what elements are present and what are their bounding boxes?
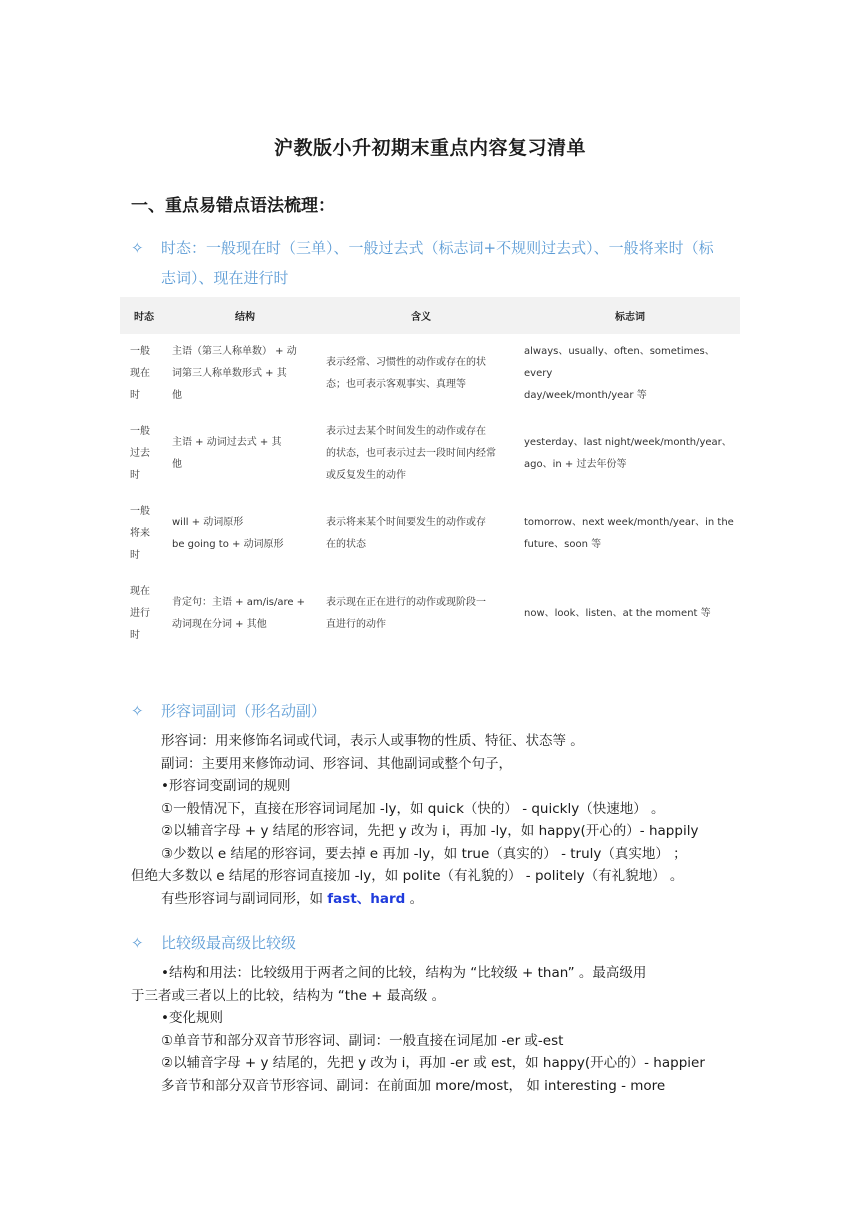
- diamond-icon: ✧: [131, 934, 144, 952]
- table-row: [120, 414, 740, 494]
- meaning-cell: 表示现在正在进行的动作或现阶段一 直进行的动作: [326, 597, 486, 630]
- table-header: 结构: [168, 297, 322, 334]
- structure-cell: 主语（第三人称单数） + 动 词第三人称单数形式 + 其 他: [172, 346, 297, 401]
- section-heading-grammar: 一、重点易错点语法梳理：: [131, 196, 335, 216]
- markers-cell: now、look、listen、at the moment 等: [524, 608, 711, 619]
- comp-line: ②以辅音字母 + y 结尾的，先把 y 改为 i，再加 -er 或 est，如 happy(开心的）- happier: [161, 1055, 705, 1071]
- tense-heading-line2: 志词）、现在进行时: [161, 269, 289, 287]
- comparatives-body: [131, 962, 731, 1097]
- adj-line: ②以辅音字母 + y 结尾的形容词，先把 y 改为 i，再加 -ly，如 happy(开心的）- happily: [161, 823, 699, 839]
- comp-line: ①单音节和部分双音节形容词、副词：一般直接在词尾加 -er 或-est: [161, 1032, 564, 1049]
- adj-line: 副词：主要用来修饰动词、形容词、其他副词或整个句子，: [161, 755, 512, 772]
- structure-cell: will + 动词原形 be going to + 动词原形: [172, 517, 284, 550]
- table-row: [120, 574, 740, 654]
- bullet-adjectives: [131, 696, 741, 726]
- tense-cell: 一般 过去 时: [130, 426, 150, 481]
- comp-heading: 比较级最高级比较级: [161, 934, 297, 952]
- diamond-icon: ✧: [131, 239, 144, 257]
- adj-line: 形容词：用来修饰名词或代词，表示人或事物的性质、特征、状态等 。: [161, 733, 584, 749]
- bullet-comparatives: [131, 928, 741, 958]
- comp-line: •结构和用法：比较级用于两者之间的比较，结构为 “比较级 + than” 。最高级用: [161, 965, 647, 981]
- comp-line: •变化规则: [161, 1010, 223, 1026]
- bullet-tense: [131, 233, 741, 295]
- table-row: [120, 494, 740, 574]
- adj-line: ③少数以 e 结尾的形容词，要去掉 e 再加 -ly，如 true（真实的） - truly（真实地） ；: [161, 845, 687, 862]
- markers-cell: yesterday、last night/week/month/year、 ago、in + 过去年份等: [524, 437, 732, 470]
- diamond-icon: ✧: [131, 702, 144, 720]
- tense-cell: 一般 现在 时: [130, 346, 150, 401]
- page-title: 沪教版小升初期末重点内容复习清单: [273, 137, 586, 159]
- structure-cell: 主语 + 动词过去式 + 其 他: [172, 437, 282, 470]
- table-header: 时态: [120, 297, 168, 334]
- table-row: [120, 334, 740, 414]
- table-header: 标志词: [520, 297, 740, 334]
- meaning-cell: 表示经常、习惯性的动作或存在的状 态；也可表示客观事实、真理等: [326, 357, 486, 390]
- table-header-row: [120, 297, 740, 334]
- comp-line: 于三者或三者以上的比较，结构为 “the + 最高级 。: [131, 987, 446, 1004]
- tense-cell: 现在 进行 时: [130, 586, 150, 641]
- tense-cell: 一般 将来 时: [130, 506, 150, 561]
- table-header: 含义: [322, 297, 520, 334]
- adj-line: •形容词变副词的规则: [161, 778, 291, 794]
- markers-cell: tomorrow、next week/month/year、in the future、soon 等: [524, 517, 734, 550]
- meaning-cell: 表示过去某个时间发生的动作或存在 的状态，也可表示过去一段时间内经常 或反复发生的动作: [326, 426, 496, 481]
- comp-line: 多音节和部分双音节形容词、副词：在前面加 more/most， 如 interesting - more: [161, 1077, 666, 1094]
- adj-same-form-line: 有些形容词与副词同形，如 fast、hard 。: [161, 890, 424, 907]
- meaning-cell: 表示将来某个时间要发生的动作或存 在的状态: [326, 517, 486, 550]
- tense-heading-line1: 时态：一般现在时（三单）、一般过去式（标志词+不规则过去式）、一般将来时（标: [161, 239, 714, 257]
- markers-cell: always、usually、often、sometimes、every day/week/month/year 等: [524, 346, 715, 401]
- adj-heading: 形容词副词（形名动副）: [161, 702, 327, 720]
- adj-line: 但绝大多数以 e 结尾的形容词直接加 -ly，如 polite（有礼貌的） - politely（有礼貌地） 。: [131, 868, 684, 884]
- structure-cell: 肯定句：主语 + am/is/are + 动词现在分词 + 其他: [172, 597, 306, 630]
- adj-line: ①一般情况下，直接在形容词词尾加 -ly，如 quick（快的） - quickly（快速地） 。: [161, 800, 665, 817]
- adjectives-body: [131, 730, 731, 910]
- tense-table: [120, 297, 740, 654]
- highlighted-words: fast、hard: [327, 890, 406, 907]
